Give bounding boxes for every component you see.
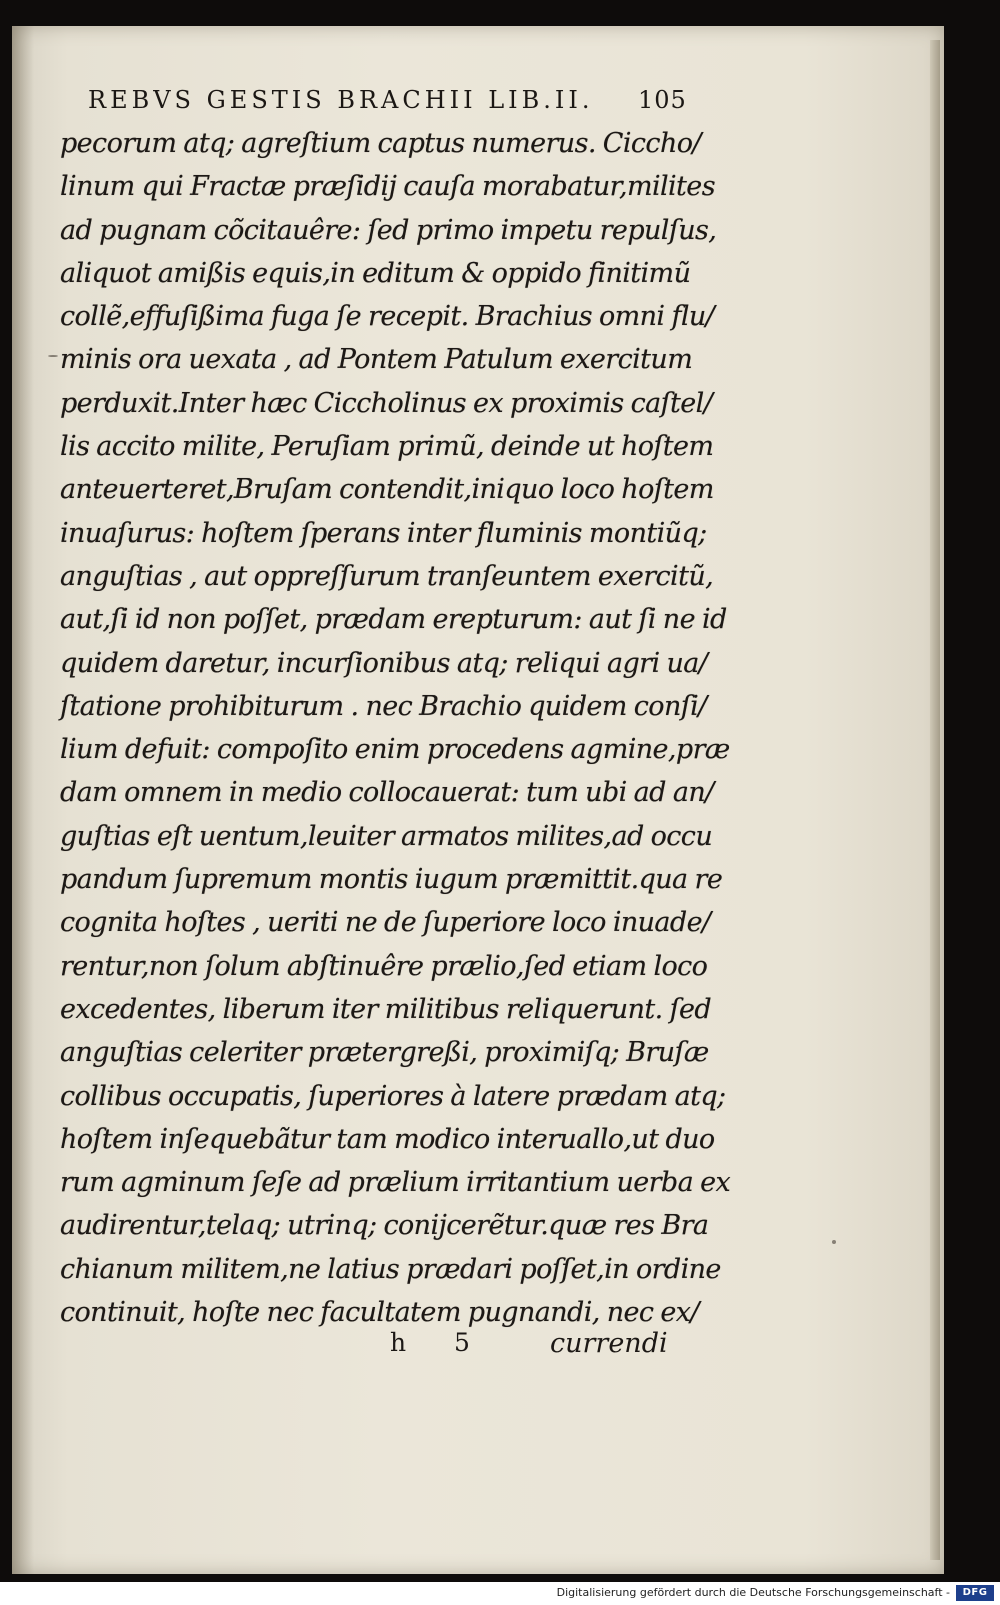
text-line: anguſtias , aut oppreſſurum tranſeuntem exercitũ,: [60, 560, 714, 592]
footer-bar: [0, 1582, 1000, 1605]
text-line: aliquot amißis equis,in editum & oppido finitimũ: [60, 257, 691, 289]
text-line: ſtatione prohibiturum . nec Brachio quidem conſi/: [60, 690, 707, 722]
page-edge: [930, 40, 940, 1560]
text-line: rentur,non ſolum abſtinuêre prælio,ſed etiam loco: [60, 950, 708, 982]
text-line: anteuerteret,Bruſam contendit,iniquo loco hoſtem: [60, 474, 714, 506]
text-line: rum agminum ſeſe ad prælium irritantium uerba ex: [60, 1167, 731, 1199]
text-line: collẽ,effuſißima fuga ſe recepit. Brachius omni flu/: [60, 301, 715, 333]
folio-number: 105: [638, 86, 687, 114]
text-line: collibus occupatis, ſuperiores à latere prædam atq;: [60, 1080, 726, 1112]
ink-speck: [832, 1240, 836, 1244]
text-line: guſtias eſt uentum,leuiter armatos milites,ad occu: [60, 820, 713, 852]
text-line: pandum ſupremum montis iugum præmittit.qua re: [60, 864, 723, 896]
text-line: lium defuit: compoſito enim procedens agmine,præ: [60, 734, 730, 766]
text-line: dam omnem in medio collocauerat: tum ubi ad an/: [60, 777, 714, 809]
text-line: linum qui Fractæ præſidij cauſa morabatur,milites: [60, 171, 715, 203]
text-line: inuaſurus: hoſtem ſperans inter fluminis montiũq;: [60, 517, 707, 549]
running-header: [88, 86, 688, 122]
text-line: excedentes, liberum iter militibus reliquerunt. ſed: [60, 993, 712, 1025]
signature-mark: h 5: [390, 1328, 490, 1357]
text-line: ad pugnam cõcitauêre: ſed primo impetu repulſus,: [60, 214, 717, 246]
text-line: anguſtias celeriter prætergreßi, proximiſq; Bruſæ: [60, 1037, 709, 1069]
catchword: currendi: [550, 1328, 668, 1359]
text-line: minis ora uexata , ad Pontem Patulum exercitum: [60, 344, 693, 376]
text-line: audirentur,telaq; utrinq; conijcerẽtur.quæ res Bra: [60, 1210, 709, 1242]
text-line: cognita hoſtes , ueriti ne de ſuperiore loco inuade/: [60, 907, 711, 939]
signature-line: [60, 1328, 700, 1371]
ink-speck: [48, 355, 58, 357]
text-line: quidem daretur, incurſionibus atq; reliqui agri ua/: [60, 647, 708, 679]
body-text: [60, 122, 731, 1334]
text-line: perduxit.Inter hæc Ciccholinus ex proximis caſtel/: [60, 387, 713, 419]
gutter-shadow: [12, 26, 34, 1574]
text-line: lis accito milite, Peruſiam primũ, deinde ut hoſtem: [60, 431, 714, 463]
running-title: REBVS GESTIS BRACHII LIB.II.: [88, 86, 594, 114]
text-line: continuit, hoſte nec facultatem pugnandi, nec ex/: [60, 1297, 699, 1329]
text-line: pecorum atq; agreſtium captus numerus. Ciccho/: [60, 128, 701, 159]
text-line: hoſtem inſequebãtur tam modico interuallo,ut duo: [60, 1123, 715, 1155]
text-line: aut,ſi id non poſſet, prædam erepturum: aut ſi ne id: [60, 604, 727, 636]
text-line: chianum militem,ne latius prædari poſſet,in ordine: [60, 1253, 721, 1285]
dfg-logo: DFG: [956, 1585, 994, 1601]
funding-credit: Digitalisierung gefördert durch die Deutsche Forschungsgemeinschaft -: [556, 1586, 950, 1599]
